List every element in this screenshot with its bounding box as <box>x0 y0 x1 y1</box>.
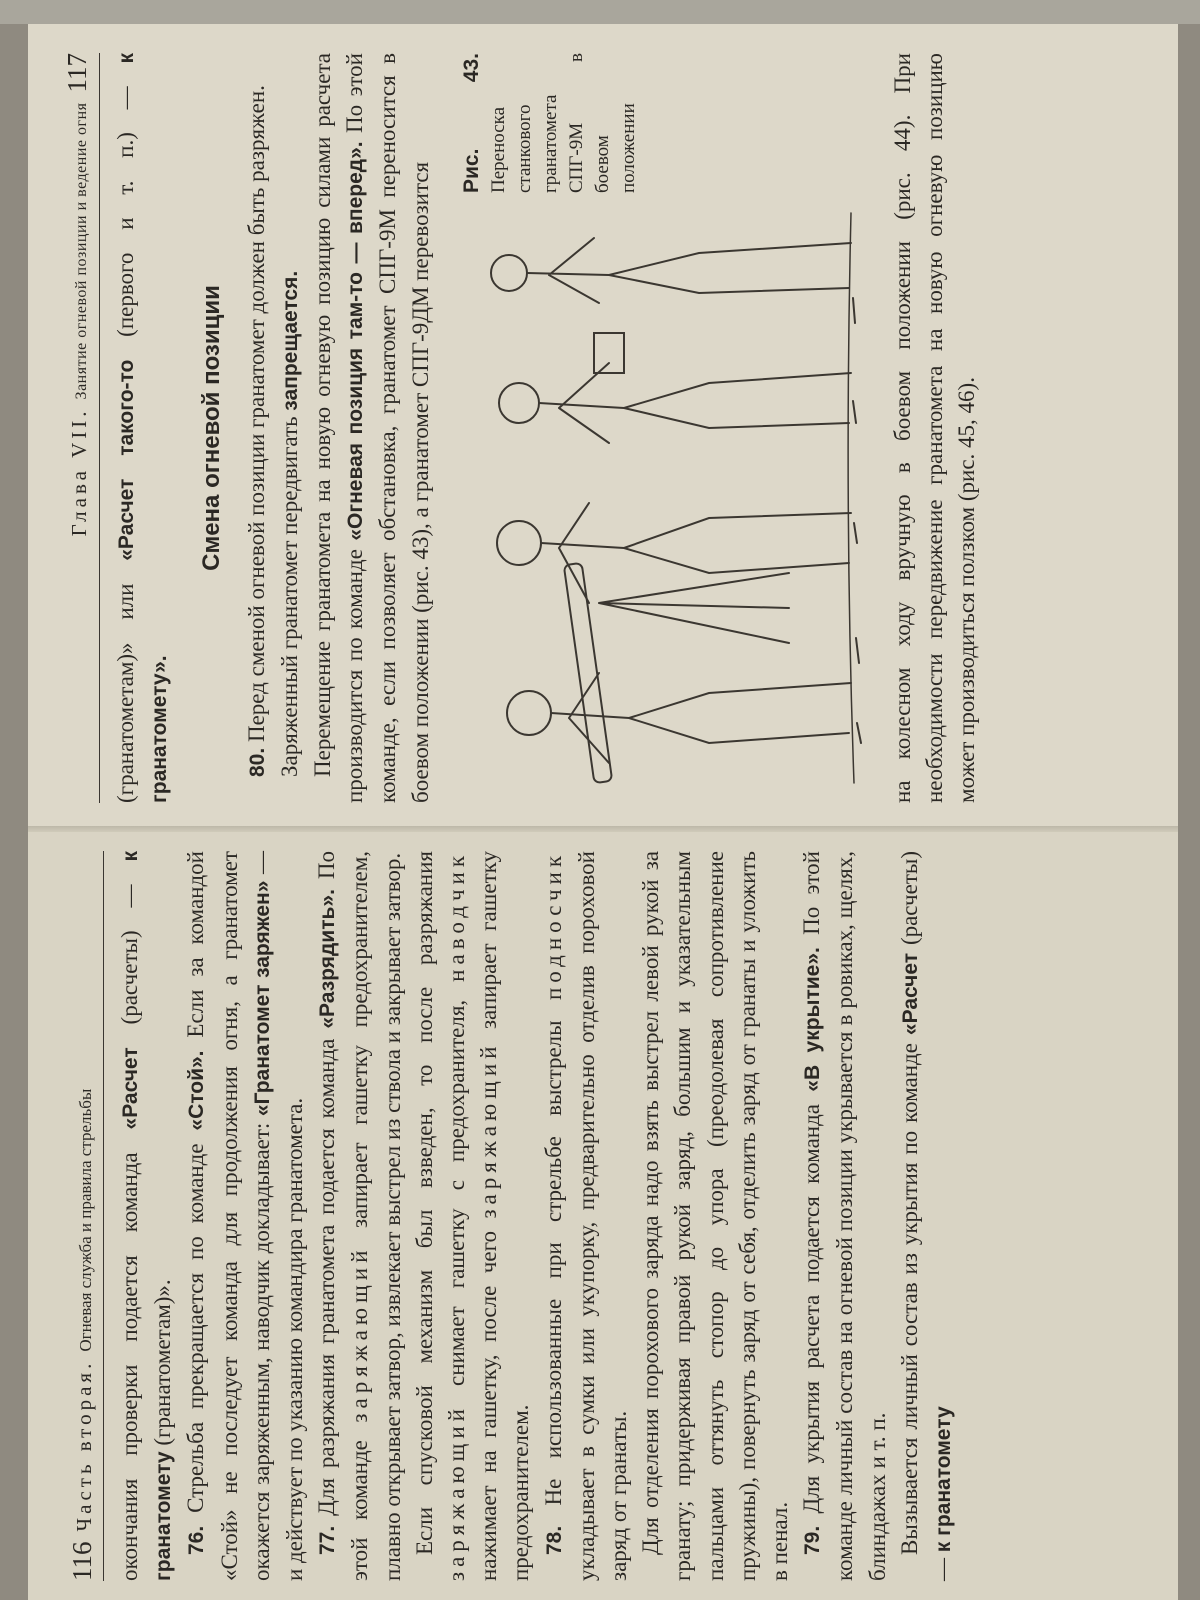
part-title: Огневая служба и правила стрельбы <box>76 1088 95 1352</box>
text-run: Не использованные при стрельбе выстрелы <box>540 1000 566 1526</box>
paragraph-q4 <box>307 53 437 803</box>
bold-text: 76. <box>185 1525 209 1555</box>
text-run: запирает гашетку предохранителем, плавно открывает затвор, извлекает выстрел из ствола и закрывает затвор. <box>347 851 405 1581</box>
part-label: Часть вторая. <box>72 1359 96 1532</box>
bold-text: 77. <box>316 1525 340 1555</box>
figure-caption <box>459 53 879 203</box>
text-bottom <box>887 53 984 803</box>
page-117-content <box>63 53 1143 803</box>
bold-text: «Расчет <box>119 1047 142 1130</box>
text-run: нажимает на гашетку, после чего <box>476 1218 502 1581</box>
text-run: Вызывается личный состав из укрытия по команде <box>896 1035 922 1555</box>
paragraph-q5 <box>887 53 984 803</box>
bold-text: «Расчет такого-то <box>115 359 138 561</box>
bold-text: запрещается. <box>278 270 302 411</box>
text-top <box>110 53 176 803</box>
bold-text: 78. <box>542 1525 566 1555</box>
section-heading: Смена огневой позиции <box>198 285 226 571</box>
text-run: (первого и т. п.) — <box>113 63 138 360</box>
bold-text: к гранатомету». <box>115 53 172 803</box>
text-run: Стрельба прекращается по команде <box>183 1130 209 1526</box>
spaced-text: подносчик <box>540 851 566 1001</box>
running-header <box>63 53 100 803</box>
paragraph-p8 <box>894 851 960 1581</box>
spaced-text: заряжающий <box>444 1404 470 1581</box>
bold-text: «Огневая позиция там-то — вперед». <box>344 141 368 541</box>
text-run: (гранатометам)» или <box>113 560 138 803</box>
running-header <box>68 851 104 1581</box>
text-run: По этой команде личный состав на огневой позиции укрывается в ровиках, щелях, блиндажах и т. п. <box>799 851 890 1581</box>
text-run: По этой команде <box>314 851 373 1581</box>
bold-text: 79. <box>801 1525 825 1555</box>
page-number: 116 <box>67 1541 97 1581</box>
bold-text: 80. <box>245 747 269 777</box>
text-run: запирает гашетку предохранителем. <box>476 850 534 1581</box>
text-body <box>114 851 960 1581</box>
text-run: Если за командой «Стой» не последует команда для продолжения огня, а гранатомет окажется заряженным, наводчик докладывает: <box>183 851 274 1581</box>
text-run: — и действует по указанию командира гранатомета. <box>248 850 308 1581</box>
text-run: Заряженный гранатомет передвигать <box>276 410 302 777</box>
text-run: Для отделения порохового заряда надо взять выстрел левой рукой за гранату; придерживая правой рукой заряд, большим и указательным пальцами оттянуть стопор до упора (преодолевая сопротивление пружины), повернуть заряд от себя, отделить заряд от гранаты и уложить в пенал. <box>638 851 793 1581</box>
page-number: 117 <box>62 53 92 93</box>
soldiers-illustration <box>459 203 879 803</box>
text-run: Если спусковой механизм был взведен, то после разряжания <box>411 851 437 1555</box>
text-run: По этой команде, если позволяет обстановка, гранатомет СПГ-9М переносится в боевом положении (рис. 43), а гранатомет СПГ-9ДМ перевозится <box>342 53 433 803</box>
text-run: на колесном ходу вручную в боевом положении (рис. 44). При необходимости передвижение гранатомета на новую огневую позицию может производиться ползком (рис. 45, 46). <box>889 53 980 803</box>
helmet-1 <box>507 691 551 735</box>
bold-text: к гранатомету <box>119 851 176 1581</box>
text-mid <box>241 53 437 803</box>
text-run: окончания проверки подается команда <box>117 1129 142 1581</box>
text-run: Для укрытия расчета подается команда <box>799 1091 825 1526</box>
paragraph-q2 <box>241 53 274 803</box>
bold-text: «Гранатомет заряжен» <box>250 880 274 1117</box>
paragraph-p4 <box>409 851 538 1581</box>
page-116 <box>28 832 1178 1600</box>
paragraph-p6 <box>635 851 796 1581</box>
helmet-2 <box>497 521 541 565</box>
text-run: Для разряжания гранатомета подается команда <box>314 1028 340 1526</box>
helmet-4 <box>491 255 527 291</box>
figure-caption-text: Переноска станкового гранатомета СПГ-9М в боевом положении <box>487 53 639 193</box>
text-run: (расчеты) — <box>117 861 142 1048</box>
bold-text: к гранатомету <box>932 1406 956 1553</box>
paragraph-p3 <box>311 851 409 1581</box>
figure-label: Рис. 43. <box>459 53 483 193</box>
text-run: укладывает в сумки или укупорку, предварительно отделив пороховой заряд от гранаты. <box>573 851 632 1581</box>
page-117 <box>28 24 1178 832</box>
page-116-content <box>68 851 1138 1581</box>
paragraph-p5 <box>538 851 636 1581</box>
spaced-text: заряжающий <box>476 1041 502 1219</box>
paragraph-q3 <box>274 53 307 803</box>
text-run: Перемещение гранатомета на новую огневую позицию силами расчета производится по команде <box>310 53 368 803</box>
spaced-text: заряжающий <box>347 1245 373 1423</box>
bold-text: «Расчет <box>898 952 922 1036</box>
chapter-label: Глава VII. <box>67 407 91 537</box>
spaced-text: наводчик <box>444 851 470 982</box>
bold-text: «Стой». <box>185 1050 209 1131</box>
bold-text: «В укрытие». <box>801 947 825 1092</box>
paragraph-p2 <box>180 851 311 1581</box>
paragraph-p7 <box>796 851 894 1581</box>
text-run: (гранатометам)». <box>150 1279 176 1452</box>
helmet-3 <box>499 383 539 423</box>
text-run: Перед сменой огневой позиции гранатомет должен быть разряжен. <box>243 85 269 748</box>
figure-43 <box>459 53 879 803</box>
text-run: снимает гашетку с предохранителя, <box>444 981 470 1405</box>
paragraph-p1 <box>114 851 180 1581</box>
paragraph-q1 <box>110 53 176 803</box>
chapter-title: Занятие огневой позиции и ведение огня <box>73 102 90 400</box>
bold-text: «Разрядить». <box>316 889 340 1029</box>
text-run: (расчеты) — <box>896 851 956 1581</box>
book-edge <box>0 0 1200 24</box>
